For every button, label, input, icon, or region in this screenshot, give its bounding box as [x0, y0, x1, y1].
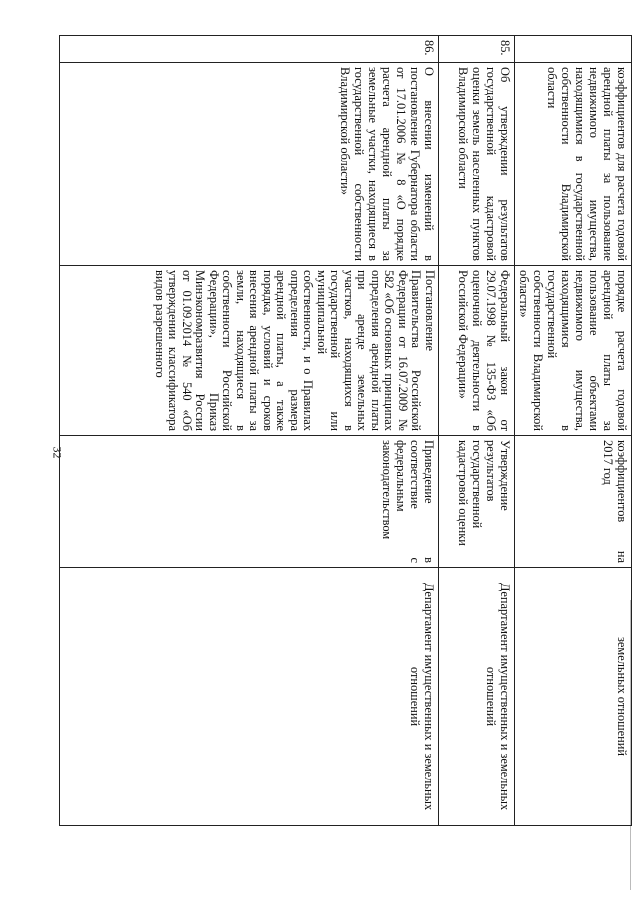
- rotated-table-wrapper: [80, 35, 632, 825]
- table-row: [60, 36, 439, 826]
- legal-basis: Федеральный закон от 29.07.1998 № 135-ФЗ «Об оценочной деятельности в Российской Федерации»: [439, 266, 515, 436]
- purpose: коэффициентов на 2017 год: [515, 436, 632, 568]
- row-number: 85.: [439, 36, 515, 63]
- purpose: Утверждение результатов государственной кадастровой оценки: [439, 436, 515, 568]
- table-row: [515, 36, 632, 826]
- legal-basis: порядке расчета годовой арендной платы за пользование объектами недвижимого имущества, находящимися в государственной собственности Владимирской области»: [515, 266, 632, 436]
- purpose: Приведение в соответствие с федеральным законодательством: [60, 436, 439, 568]
- executor: земельных отношений: [515, 568, 632, 826]
- row-number: [515, 36, 632, 63]
- executor: Департамент имущественных и земельных отношений: [60, 568, 439, 826]
- act-title: коэффициентов для расчета годовой арендной платы за пользование недвижимого имущества, находящимися в государственной собственности Владимирской области: [515, 63, 632, 266]
- table-row: [439, 36, 515, 826]
- row-number: 86.: [60, 36, 439, 63]
- legal-basis: Постановление Правительства Российской Федерации от 16.07.2009 № 582 «Об основных принципах определения арендной платы при аренде земельных участков, находящихся в государственной или муниципальной собственности, и о Правилах определения размера арендной платы, а также порядка, условий и сроков внесения арендной платы за земли, находящиеся в собственности Российской Федерации», Приказ Минэкономразвития России от 01.09.2014 № 540 «Об утверждении классификатора видов разрешенного: [60, 266, 439, 436]
- executor: Департамент имущественных и земельных отношений: [439, 568, 515, 826]
- plan-table: [59, 35, 632, 826]
- act-title: Об утверждении результатов государственной кадастровой оценки земель населенных пунктов Владимирской области: [439, 63, 515, 266]
- act-title: О внесении изменений в постановление Губернатора области от 17.01.2006 № 8 «О порядке расчета арендной платы за земельные участки, находящиеся в государственной собственности Владимирской области»: [60, 63, 439, 266]
- page-number: 32: [50, 446, 65, 459]
